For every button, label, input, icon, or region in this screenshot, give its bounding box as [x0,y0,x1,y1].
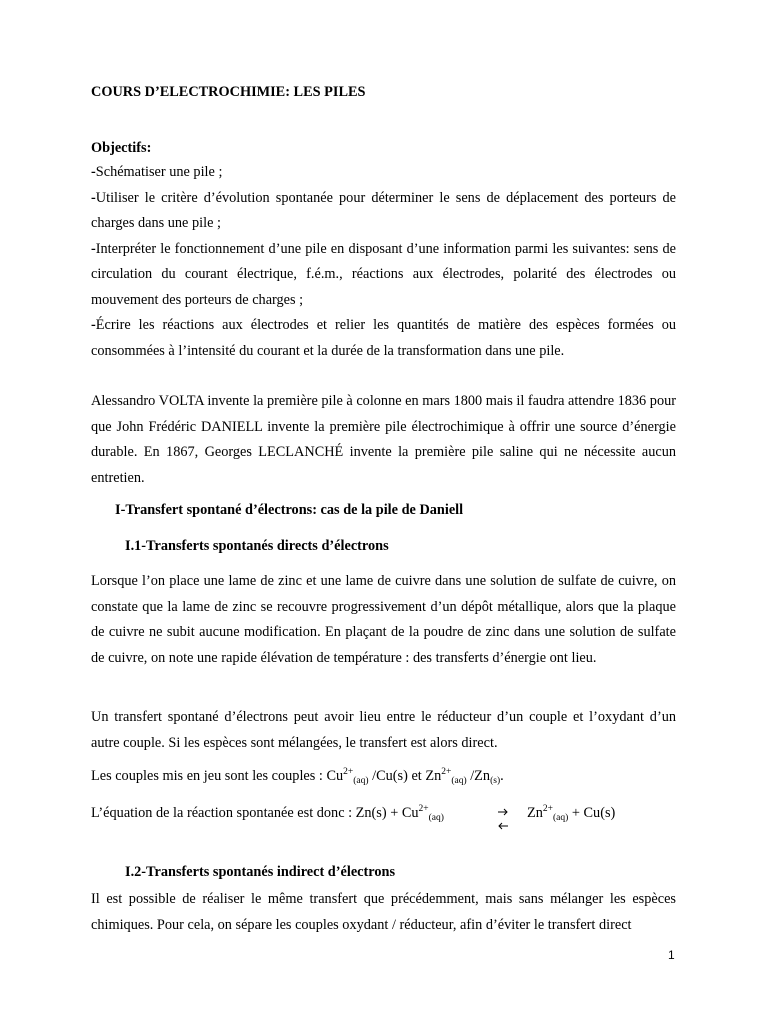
objective-item: -Schématiser une pile ; [91,164,223,180]
objective-item: -Écrire les réactions aux électrodes et relier les quantités de matière des espèces formées ou consommées à l’intensité du courant et la durée de la transformation dans une pile. [91,317,676,359]
page-number: 1 [668,948,675,962]
subsection-heading: I.1-Transferts spontanés directs d’électrons [125,538,389,554]
objectives-list [91,160,676,364]
section-heading: I-Transfert spontané d’électrons: cas de la pile de Daniell [115,502,464,518]
objective-item: -Interpréter le fonctionnement d’une pile en disposant d’une information parmi les suivantes: sens de circulation du courant électrique, f.é.m., réactions aux électrodes, polarité des électrodes ou mouvement des porteurs de charges ; [91,240,676,308]
paragraph: Il est possible de réaliser le même transfert que précédemment, mais sans mélanger les espèces chimiques. Pour cela, on sépare les couples oxydant / réducteur, afin d’éviter le transfert direct [91,891,676,933]
equation-products: $Zn^{2+}_{(aq)} + Cu(s)$ [527,804,616,823]
objectives-heading: Objectifs: [91,140,152,156]
objective-item: -Utiliser le critère d’évolution spontanée pour déterminer le sens de déplacement des porteurs de charges dans une pile ; [91,189,676,231]
document-title: COURS D’ELECTROCHIMIE: LES PILES [91,84,366,100]
paragraph: Lorsque l’on place une lame de zinc et une lame de cuivre dans une solution de sulfate de cuivre, on constate que la lame de zinc se recouvre progressivement d’un dépôt métallique, alors que la plaque de cuivre ne subit aucune modification. En plaçant de la poudre de zinc dans une solution de sulfate de cuivre, on note une rapide élévation de température : des transferts d’énergie ont lieu. [91,573,676,666]
equation-line: L’équation de la réaction spontanée est donc : $Zn(s) + Cu^{2+}_{(aq)}$ [91,804,444,823]
intro-paragraph: Alessandro VOLTA invente la première pile à colonne en mars 1800 mais il faudra attendre 1836 pour que John Frédéric DANIELL invente la première pile électrochimique à offrir une source d’énergie durable. En 1867, Georges LECLANCHÉ invente la première pile saline qui ne nécessite aucun entretien. [91,393,676,486]
subsection-heading: I.2-Transferts spontanés indirect d’électrons [125,864,396,880]
paragraph: Un transfert spontané d’électrons peut avoir lieu entre le réducteur d’un couple et l’oxydant d’un autre couple. Si les espèces sont mélangées, le transfert est alors direct. [91,709,676,751]
couples-line: Les couples mis en jeu sont les couples : $Cu^{2+}_{(aq)}$ /Cu(s) et $Zn^{2+}_{(aq)}$ $/Zn_{(s)}$. [91,767,504,786]
equilibrium-arrows-icon [496,806,510,832]
